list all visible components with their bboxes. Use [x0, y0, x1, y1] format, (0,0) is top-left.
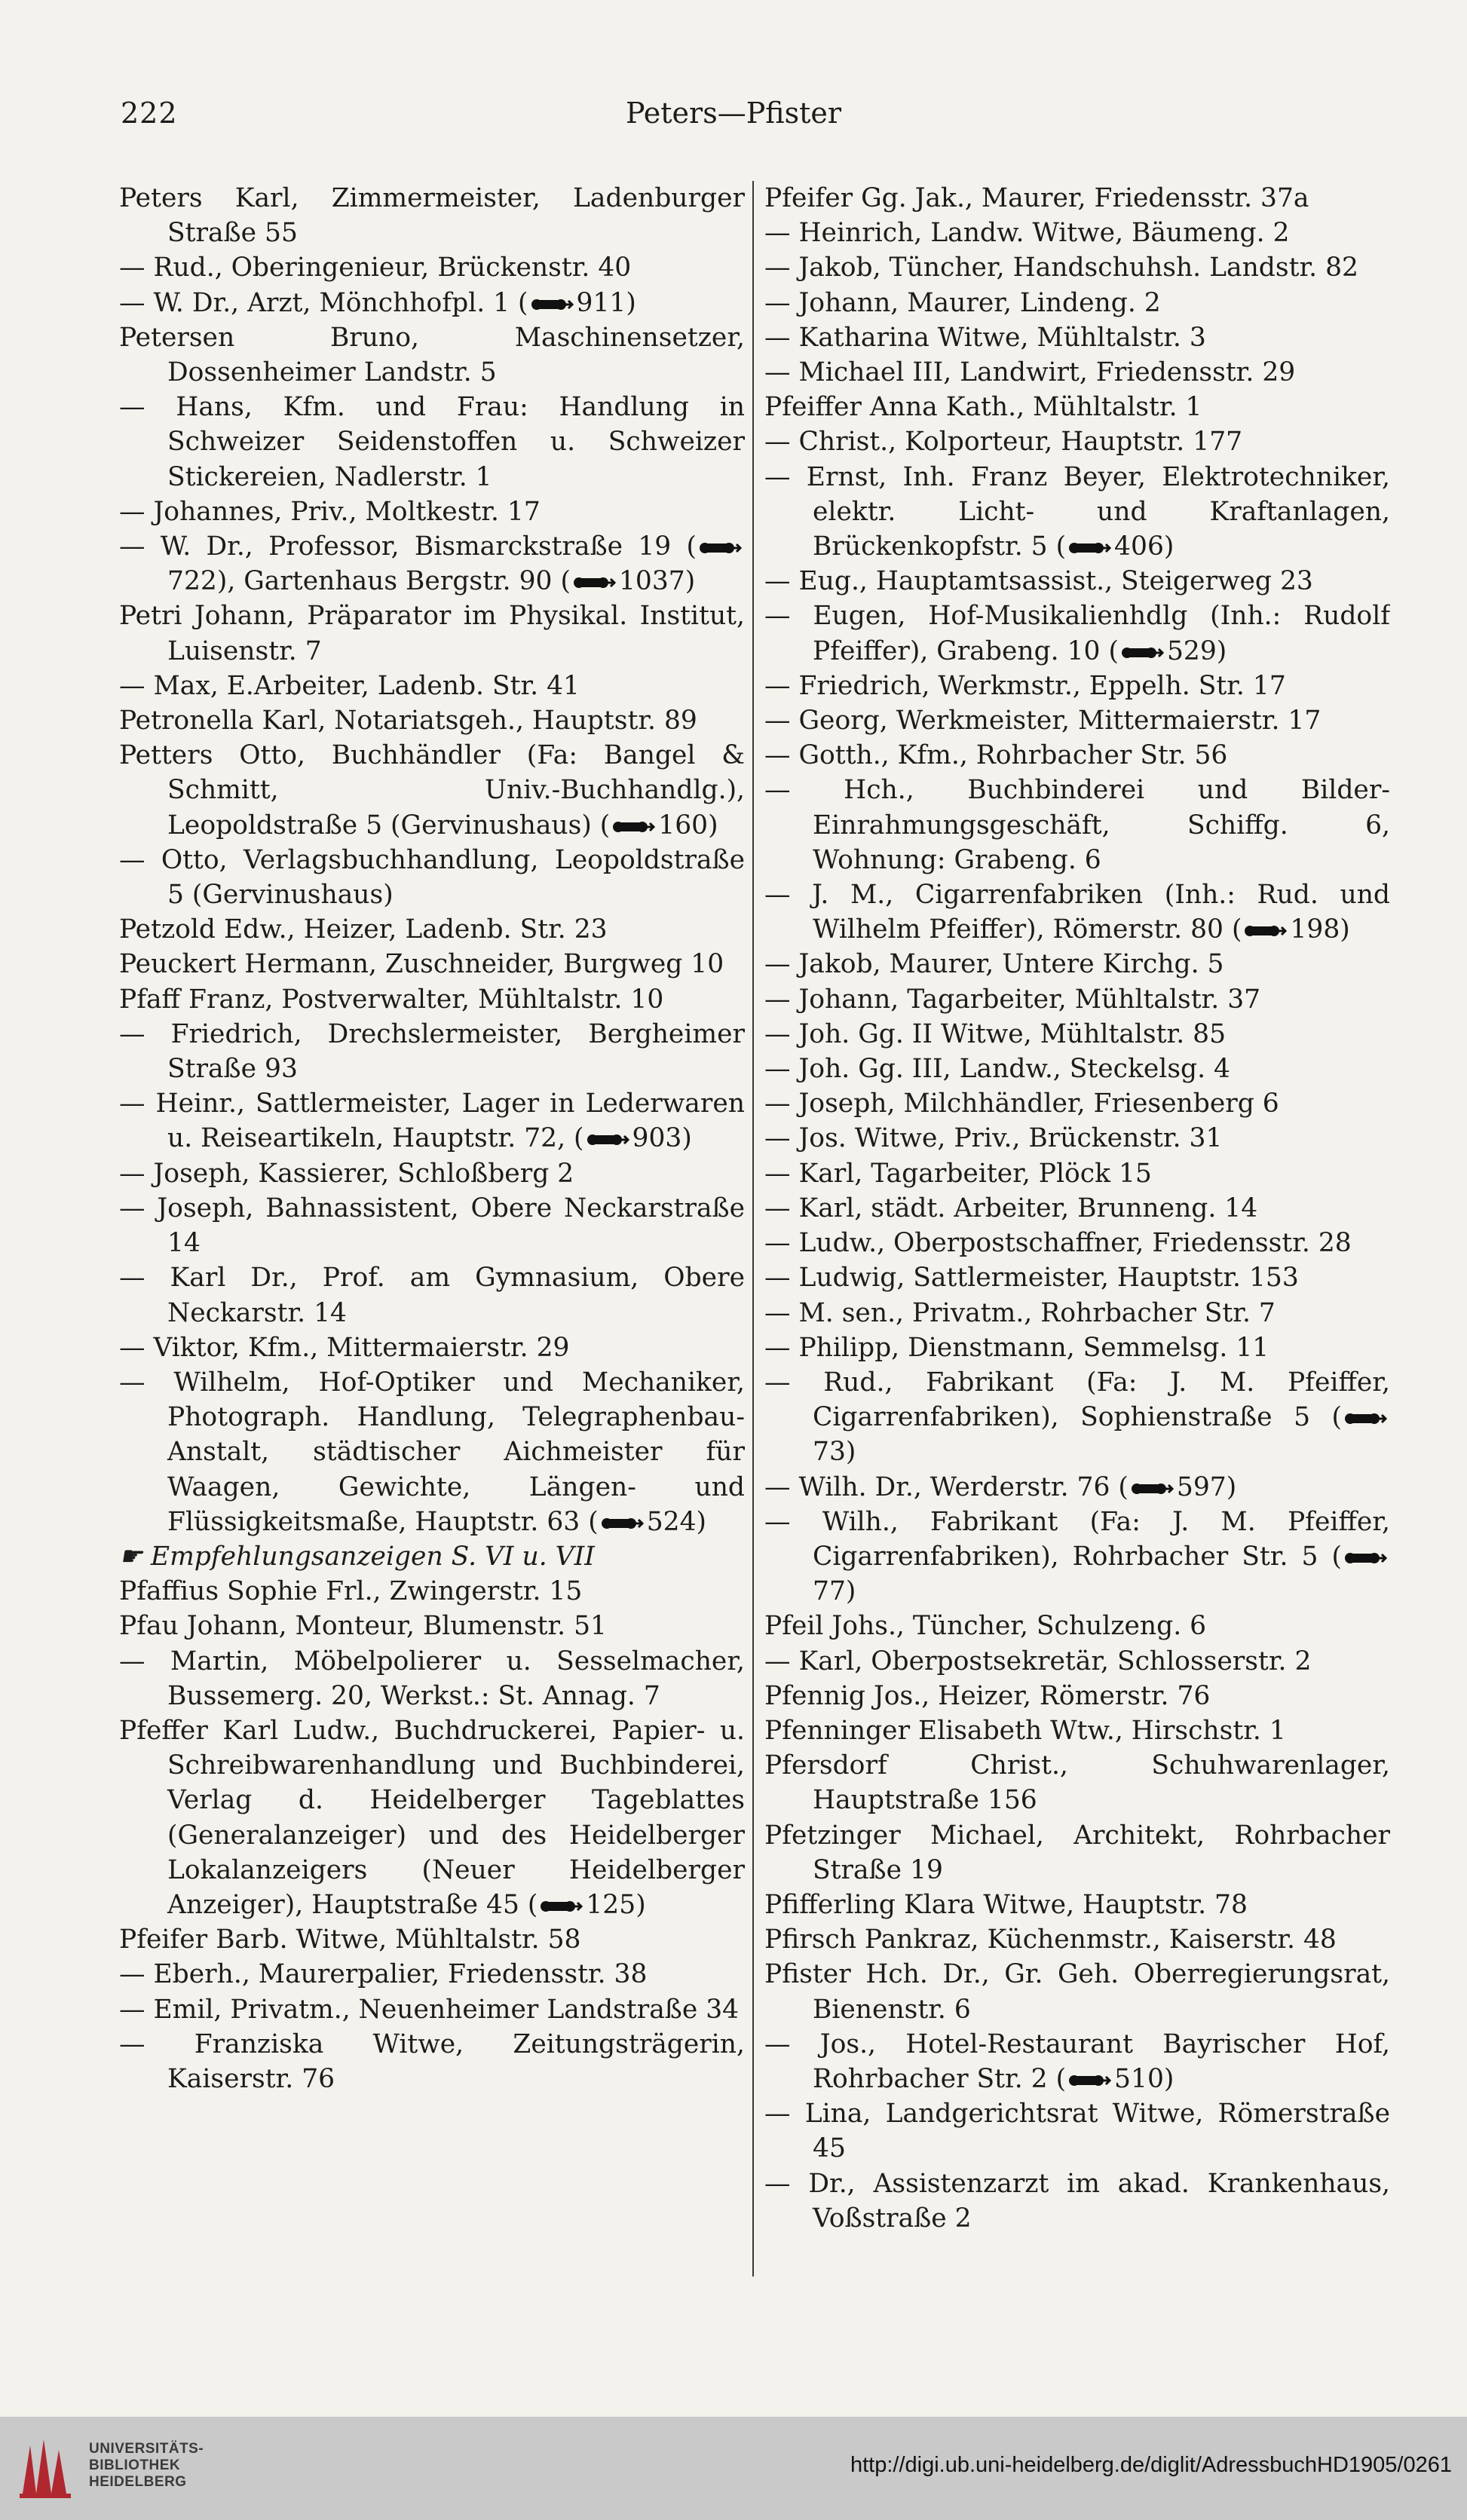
directory-entry	[119, 1957, 745, 1992]
entry-text: — W. Dr., Arzt, Mönchhofpl. 1 (	[119, 287, 528, 318]
directory-entry	[764, 877, 1390, 947]
telephone-icon	[611, 819, 655, 835]
directory-entry	[764, 1017, 1390, 1052]
entry-text: — Lina, Landgerichtsrat Witwe, Römerstraße 45	[764, 2099, 1390, 2164]
entry-text-cont: )	[845, 1437, 856, 1468]
directory-entry	[764, 1191, 1390, 1226]
entry-text-cont: )	[1163, 531, 1175, 562]
entry-text: Peters Karl, Zimmermeister, Ladenburger Straße 55	[119, 183, 745, 249]
directory-entry	[119, 1017, 745, 1086]
entry-text: — Wilh., Fabrikant (Fa: J. M. Pfeiffer, Cigarrenfabriken), Rohrbacher Str. 5 (	[764, 1506, 1390, 1572]
directory-entry	[119, 1922, 745, 1957]
directory-entry	[764, 1922, 1390, 1957]
entry-text: Pfau Johann, Monteur, Blumenstr. 51	[119, 1611, 608, 1642]
entry-text: — Gotth., Kfm., Rohrbacher Str. 56	[764, 740, 1228, 771]
directory-entry	[764, 355, 1390, 390]
entry-text-cont: )	[635, 1889, 646, 1920]
library-logo-icon	[14, 2432, 83, 2504]
library-name	[89, 2441, 204, 2491]
entry-text: Pfeffer Karl Ludw., Buchdruckerei, Papier- u. Schreibwarenhandlung und Buchbinderei, Verlag d. Heidelberger Tageblattes (Generalanzeiger) und des Heidelberger Lokalanzeigers (Neuer Heidelberger Anzeiger), Hauptstraße 45 (	[119, 1715, 745, 1920]
phone-number: 722	[167, 566, 217, 597]
entry-text: — Joh. Gg. II Witwe, Mühltalstr. 85	[764, 1018, 1227, 1049]
entry-text: Pfeifer Gg. Jak., Maurer, Friedensstr. 37a	[764, 183, 1309, 213]
directory-entry	[764, 1713, 1390, 1748]
directory-entry	[119, 529, 745, 599]
directory-entry	[764, 1052, 1390, 1086]
directory-entry	[764, 982, 1390, 1017]
directory-entry	[764, 250, 1390, 285]
entry-text: — Joseph, Bahnassistent, Obere Neckarstraße 14	[119, 1193, 745, 1259]
directory-entry	[764, 390, 1390, 424]
phone-number: 406	[1114, 531, 1164, 562]
directory-entry	[119, 181, 745, 250]
entry-text: — Otto, Verlagsbuchhandlung, Leopoldstraße 5 (Gervinushaus)	[119, 844, 745, 911]
directory-entry	[764, 460, 1390, 565]
footer-bar	[0, 2417, 1467, 2520]
directory-entry	[119, 669, 745, 703]
entry-text: — J. M., Cigarrenfabriken (Inh.: Rud. und Wilhelm Pfeiffer), Römerstr. 80 (	[764, 880, 1390, 945]
entry-text: — Jakob, Tüncher, Handschuhsh. Landstr. 82	[764, 253, 1358, 283]
phone-number: 510	[1114, 2063, 1164, 2094]
phone-number: 1037	[618, 566, 685, 597]
directory-entry	[119, 286, 745, 320]
entry-text: — Ludw., Oberpostschaffner, Friedensstr. 28	[764, 1228, 1352, 1259]
directory-entry	[764, 2027, 1390, 2096]
entry-text: Pfenninger Elisabeth Wtw., Hirschstr. 1	[764, 1715, 1286, 1746]
entry-text: — Friedrich, Werkmstr., Eppelh. Str. 17	[764, 670, 1286, 701]
entry-text: — Jakob, Maurer, Untere Kirchg. 5	[764, 949, 1224, 980]
entry-text-cont: )	[1163, 2063, 1175, 2094]
entry-text: — Johann, Maurer, Lindeng. 2	[764, 287, 1161, 318]
entry-text: Empfehlungsanzeigen S. VI u. VII	[150, 1541, 595, 1572]
directory-entry	[119, 738, 745, 843]
entry-text: Petersen Bruno, Maschinensetzer, Dossenheimer Landstr. 5	[119, 322, 745, 388]
entry-text: — Johannes, Priv., Moltkestr. 17	[119, 496, 541, 527]
entry-text: — Karl, Tagarbeiter, Plöck 15	[764, 1158, 1152, 1189]
directory-entry	[119, 1260, 745, 1330]
entry-text: — Karl, Oberpostsekretär, Schlosserstr. 2	[764, 1646, 1312, 1676]
directory-entry	[764, 2166, 1390, 2236]
directory-entry	[764, 1957, 1390, 2026]
library-name-line2: BIBLIOTHEK	[89, 2457, 181, 2473]
entry-text: — Eug., Hauptamtsassist., Steigerweg 23	[764, 566, 1313, 597]
entry-text-cont: )	[696, 1506, 707, 1537]
entry-text: — Philipp, Dienstmann, Semmelsg. 11	[764, 1332, 1269, 1363]
entry-text: — Joseph, Milchhändler, Friesenberg 6	[764, 1089, 1279, 1119]
left-column	[119, 181, 745, 2277]
directory-entry	[119, 1713, 745, 1922]
entry-text: — Rud., Fabrikant (Fa: J. M. Pfeiffer, Cigarrenfabriken), Sophienstraße 5 (	[764, 1367, 1390, 1433]
directory-entry	[119, 1644, 745, 1713]
directory-entry	[119, 495, 745, 529]
directory-entry	[764, 703, 1390, 738]
entry-text-cont: )	[1340, 914, 1350, 945]
entry-text: — Dr., Assistenzarzt im akad. Krankenhaus, Voßstraße 2	[764, 2168, 1390, 2234]
entry-text: Pfersdorf Christ., Schuhwarenlager, Hauptstraße 156	[764, 1750, 1390, 1816]
directory-entry	[119, 599, 745, 668]
entry-text: — Max, E.Arbeiter, Ladenb. Str. 41	[119, 670, 580, 701]
directory-entry	[764, 1888, 1390, 1922]
entry-text: Pfeil Johs., Tüncher, Schulzeng. 6	[764, 1611, 1207, 1642]
directory-entry	[764, 1086, 1390, 1121]
entry-text: Pfirsch Pankraz, Küchenmstr., Kaiserstr. 48	[764, 1924, 1337, 1955]
directory-entry	[764, 1505, 1390, 1609]
directory-entry	[764, 181, 1390, 216]
telephone-icon	[530, 296, 574, 313]
directory-entry	[764, 773, 1390, 877]
directory-entry	[764, 216, 1390, 250]
directory-columns	[119, 181, 1390, 2277]
pointing-hand-icon: ☛	[119, 1541, 151, 1572]
phone-number: 77	[813, 1576, 846, 1607]
entry-text: Petters Otto, Buchhändler (Fa: Bangel & Schmitt, Univ.-Buchhandlg.), Leopoldstraße 5 (Gervinushaus) (	[119, 740, 745, 841]
entry-text: — Joh. Gg. III, Landw., Steckelsg. 4	[764, 1054, 1231, 1085]
entry-text: — Michael III, Landwirt, Friedensstr. 29	[764, 357, 1296, 388]
column-divider	[752, 181, 754, 2277]
telephone-icon	[1120, 645, 1164, 661]
directory-entry	[764, 947, 1390, 981]
telephone-icon	[1343, 1410, 1387, 1427]
entry-text: — Wilh. Dr., Werderstr. 76 (	[764, 1471, 1129, 1502]
directory-entry	[119, 1191, 745, 1260]
entry-text: — Viktor, Kfm., Mittermaierstr. 29	[119, 1332, 570, 1363]
entry-text: — Karl, städt. Arbeiter, Brunneng. 14	[764, 1193, 1258, 1223]
source-url-link[interactable]: http://digi.ub.uni-heidelberg.de/diglit/AdressbuchHD1905/0261	[850, 2453, 1452, 2477]
entry-text: — Franziska Witwe, Zeitungsträgerin, Kaiserstr. 76	[119, 2029, 745, 2094]
directory-entry	[119, 2027, 745, 2096]
phone-number: 597	[1176, 1471, 1227, 1502]
phone-number: 529	[1166, 635, 1217, 666]
entry-text: — Georg, Werkmeister, Mittermaierstr. 17	[764, 706, 1322, 736]
directory-entry	[119, 912, 745, 947]
entry-text: — Hch., Buchbinderei und Bilder-Einrahmungsgeschäft, Schiffg. 6, Wohnung: Grabeng. 6	[764, 775, 1390, 875]
entry-text: Pfaff Franz, Postverwalter, Mühltalstr. 10	[119, 984, 664, 1015]
entry-text: — Karl Dr., Prof. am Gymnasium, Obere Neckarstr. 14	[119, 1263, 745, 1328]
directory-entry	[119, 390, 745, 495]
page-number: 222	[121, 96, 178, 130]
directory-entry	[119, 1539, 745, 1574]
entry-text: — Emil, Privatm., Neuenheimer Landstraße 34	[119, 1994, 740, 2025]
entry-text: — Friedrich, Drechslermeister, Bergheimer Straße 93	[119, 1018, 745, 1085]
entry-text: — Christ., Kolporteur, Hauptstr. 177	[764, 427, 1243, 458]
entry-text: Pfifferling Klara Witwe, Hauptstr. 78	[764, 1889, 1248, 1920]
entry-text: Peuckert Hermann, Zuschneider, Burgweg 10	[119, 949, 724, 980]
entry-text: — Ludwig, Sattlermeister, Hauptstr. 153	[764, 1263, 1299, 1294]
telephone-icon	[600, 1515, 644, 1532]
directory-entry	[119, 1086, 745, 1156]
telephone-icon	[1067, 2072, 1111, 2089]
entry-text: Pfister Hch. Dr., Gr. Geh. Oberregierungsrat, Bienenstr. 6	[764, 1959, 1390, 2025]
telephone-icon	[539, 1898, 583, 1915]
directory-entry	[119, 843, 745, 912]
phone-number: 198	[1290, 914, 1340, 945]
telephone-icon	[1243, 923, 1287, 939]
directory-entry	[764, 1818, 1390, 1888]
directory-entry	[119, 320, 745, 390]
entry-text: Pfeiffer Anna Kath., Mühltalstr. 1	[764, 392, 1202, 423]
entry-text: — Johann, Tagarbeiter, Mühltalstr. 37	[764, 984, 1261, 1015]
phone-number: 911	[576, 287, 626, 318]
phone-number: 903	[632, 1123, 682, 1154]
directory-entry	[764, 1679, 1390, 1713]
entry-text: — Heinrich, Landw. Witwe, Bäumeng. 2	[764, 218, 1290, 249]
directory-entry	[764, 1260, 1390, 1295]
directory-entry	[764, 1121, 1390, 1156]
phone-number: 160	[658, 810, 709, 841]
entry-text: — Martin, Möbelpolierer u. Sesselmacher, Bussemerg. 20, Werkst.: St. Annag. 7	[119, 1646, 745, 1711]
library-name-line1: UNIVERSITÄTS-	[89, 2441, 204, 2457]
entry-text: Pfaffius Sophie Frl., Zwingerstr. 15	[119, 1576, 583, 1607]
entry-text: — M. sen., Privatm., Rohrbacher Str. 7	[764, 1297, 1276, 1328]
entry-text: Pfennig Jos., Heizer, Römerstr. 76	[764, 1680, 1211, 1711]
phone-number: 524	[646, 1506, 697, 1537]
directory-entry	[764, 286, 1390, 320]
entry-text: Petri Johann, Präparator im Physikal. Institut, Luisenstr. 7	[119, 601, 745, 666]
entry-text: — Eugen, Hof-Musikalienhdlg (Inh.: Rudolf Pfeiffer), Grabeng. 10 (	[764, 601, 1390, 666]
entry-text-cont: )	[708, 810, 718, 841]
directory-entry	[764, 1296, 1390, 1330]
directory-entry	[764, 2096, 1390, 2166]
directory-entry	[764, 1226, 1390, 1260]
entry-text: — Eberh., Maurerpalier, Friedensstr. 38	[119, 1959, 648, 1990]
entry-text: — Joseph, Kassierer, Schloßberg 2	[119, 1158, 574, 1189]
directory-entry	[119, 982, 745, 1017]
directory-entry	[119, 1156, 745, 1191]
telephone-icon	[1067, 540, 1111, 556]
directory-entry	[764, 1330, 1390, 1365]
right-column	[764, 181, 1390, 2277]
entry-text: Pfetzinger Michael, Architekt, Rohrbacher Straße 19	[764, 1820, 1390, 1885]
entry-text-cont: )	[845, 1576, 856, 1607]
entry-text-cont: )	[681, 1123, 692, 1154]
directory-entry	[119, 1330, 745, 1365]
phone-number: 125	[586, 1889, 636, 1920]
telephone-icon	[572, 574, 616, 591]
entry-text: Pfeifer Barb. Witwe, Mühltalstr. 58	[119, 1924, 581, 1955]
directory-entry	[764, 564, 1390, 599]
entry-text-cont: )	[1226, 1471, 1237, 1502]
entry-text: — Ernst, Inh. Franz Beyer, Elektrotechniker, elektr. Licht- und Kraftanlagen, Brückenkopfstr. 5 (	[764, 461, 1390, 562]
directory-entry	[119, 703, 745, 738]
entry-text: — Heinr., Sattlermeister, Lager in Lederwaren u. Reiseartikeln, Hauptstr. 72, (	[119, 1089, 745, 1154]
entry-text-cont: )	[1216, 635, 1227, 666]
phone-number: 73	[813, 1437, 846, 1468]
directory-entry	[119, 1574, 745, 1609]
directory-entry	[764, 1644, 1390, 1679]
directory-entry	[764, 1748, 1390, 1817]
page-header	[113, 96, 1354, 142]
telephone-icon	[1130, 1480, 1174, 1497]
entry-text: — Katharina Witwe, Mühltalstr. 3	[764, 322, 1206, 353]
directory-entry	[764, 1156, 1390, 1191]
entry-text: Petronella Karl, Notariatsgeh., Hauptstr. 89	[119, 706, 697, 736]
library-name-line3: HEIDELBERG	[89, 2474, 187, 2490]
entry-text: — W. Dr., Professor, Bismarckstraße 19 (	[119, 531, 697, 562]
entry-text: — Wilhelm, Hof-Optiker und Mechaniker, Photograph. Handlung, Telegraphenbau-Anstalt, städtischer Aichmeister für Waagen, Gewichte, Längen- und Flüssigkeitsmaße, Hauptstr. 63 (	[119, 1367, 745, 1537]
entry-text: — Hans, Kfm. und Frau: Handlung in Schweizer Seidenstoffen u. Schweizer Stickereien, Nadlerstr. 1	[119, 392, 745, 492]
directory-entry	[119, 1365, 745, 1539]
directory-entry	[764, 320, 1390, 355]
entry-text: — Rud., Oberingenieur, Brückenstr. 40	[119, 253, 632, 283]
directory-entry	[119, 947, 745, 981]
entry-text: — Jos., Hotel-Restaurant Bayrischer Hof, Rohrbacher Str. 2 (	[764, 2029, 1390, 2094]
directory-entry	[119, 250, 745, 285]
running-title: Peters—Pfister	[625, 96, 842, 130]
directory-entry	[764, 1470, 1390, 1505]
directory-entry	[764, 1609, 1390, 1643]
directory-entry	[764, 669, 1390, 703]
entry-text: — Jos. Witwe, Priv., Brückenstr. 31	[764, 1123, 1223, 1154]
telephone-icon	[586, 1131, 629, 1148]
directory-entry	[764, 424, 1390, 459]
directory-entry	[764, 1365, 1390, 1470]
entry-text-cont: )	[626, 287, 636, 318]
directory-entry	[764, 738, 1390, 773]
entry-text-cont: ), Gartenhaus Bergstr. 90 (	[216, 566, 571, 597]
directory-entry	[764, 599, 1390, 668]
directory-entry	[119, 1992, 745, 2027]
telephone-icon	[698, 540, 742, 556]
directory-entry	[119, 1609, 745, 1643]
telephone-icon	[1343, 1550, 1387, 1566]
entry-text: Petzold Edw., Heizer, Ladenb. Str. 23	[119, 914, 608, 945]
entry-text-cont: )	[684, 566, 696, 597]
